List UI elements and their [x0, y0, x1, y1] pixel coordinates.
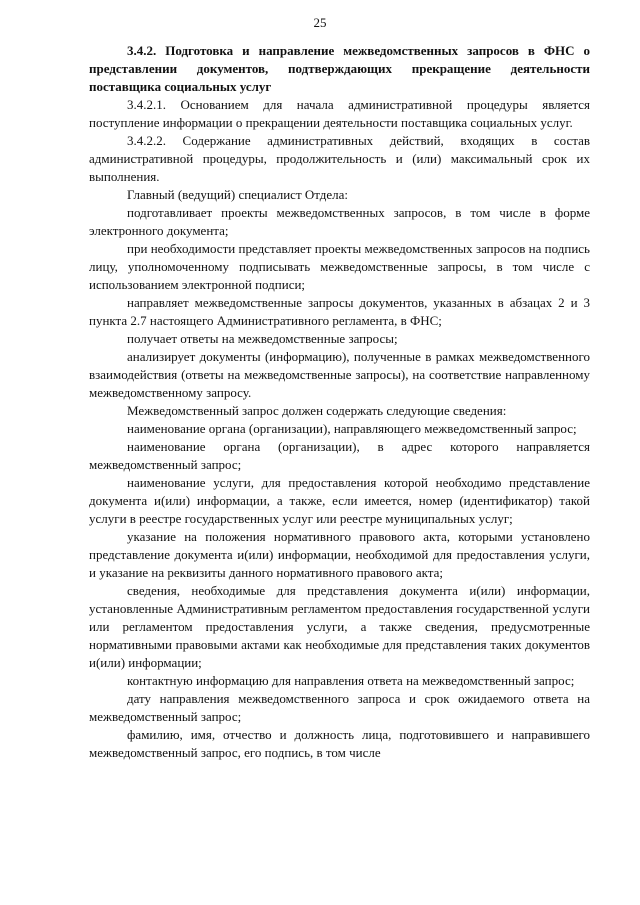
paragraph-item-signer: фамилию, имя, отчество и должность лица, подготовившего и направившего межведомственный запрос, его подпись, в том числе [89, 727, 590, 760]
paragraph-submits-for-signature: при необходимости представляет проекты межведомственных запросов на подпись лицу, уполномоченному подписывать межведомственные запросы, в том числе с использованием электронной подписи; [89, 241, 590, 292]
paragraph-analyzes: анализирует документы (информацию), полученные в рамках межведомственного взаимодействия (ответы на межведомственные запросы), на соответствие направленному межведомственному запросу. [89, 349, 590, 400]
paragraph-item-service: наименование услуги, для предоставления которой необходимо представление документа и(или) информации, а также, если имеется, номер (идентификатор) такой услуги в реестре государственных услуг или реестре муниципальных услуг; [89, 475, 590, 526]
paragraph-item-recipient: наименование органа (организации), в адрес которого направляется межведомственный запрос; [89, 439, 590, 472]
paragraph-basis: 3.4.2.1. Основанием для начала административной процедуры является поступление информации о прекращении деятельности поставщика социальных услуг. [89, 97, 590, 130]
paragraph-item-required-info: сведения, необходимые для представления документа и(или) информации, установленные Административным регламентом предоставления государственной услуги или регламентом предоставления услуги, а также сведения, предусмотренные нормативными правовыми актами как необходимые для представления таких документов и(или) информации; [89, 583, 590, 670]
paragraph-content: 3.4.2.2. Содержание административных действий, входящих в состав административной процедуры, продолжительность и (или) максимальный срок их выполнения. [89, 133, 590, 184]
paragraph-receives: получает ответы на межведомственные запросы; [127, 331, 398, 346]
paragraph-item-date: дату направления межведомственного запроса и срок ожидаемого ответа на межведомственный запрос; [89, 691, 590, 724]
paragraph-request-contents: Межведомственный запрос должен содержать следующие сведения: [127, 403, 507, 418]
paragraph-specialist: Главный (ведущий) специалист Отдела: [127, 187, 349, 202]
document-body [89, 42, 590, 762]
paragraph-sends: направляет межведомственные запросы документов, указанных в абзацах 2 и 3 пункта 2.7 настоящего Административного регламента, в ФНС; [89, 295, 590, 328]
paragraph-item-contact: контактную информацию для направления ответа на межведомственный запрос; [127, 673, 575, 688]
page-number: 25 [313, 15, 327, 30]
paragraph-prepares: подготавливает проекты межведомственных запросов, в том числе в форме электронного документа; [89, 205, 590, 238]
section-heading: 3.4.2. Подготовка и направление межведомственных запросов в ФНС о представлении документов, подтверждающих прекращение деятельности поставщика социальных услуг [89, 43, 590, 94]
paragraph-item-legal-act: указание на положения нормативного правового акта, которыми установлено представление документа и(или) информации, необходимой для предоставления услуги, и указание на реквизиты данного нормативного правового акта; [89, 529, 590, 580]
paragraph-item-sender: наименование органа (организации), направляющего межведомственный запрос; [127, 421, 577, 436]
